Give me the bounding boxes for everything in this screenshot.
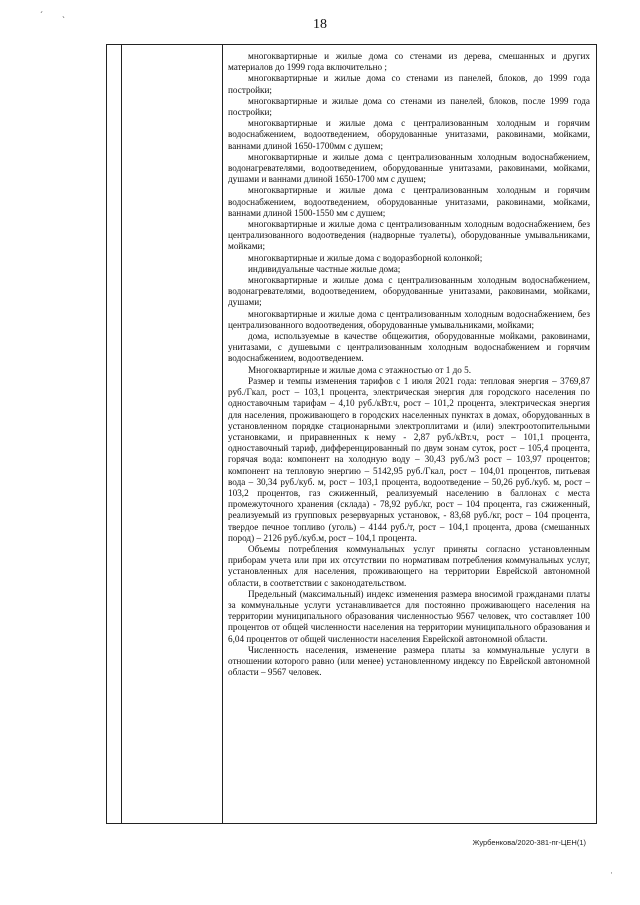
paragraph: многоквартирные и жилые дома со стенами из дерева, смешанных и других материалов до 1999 года включительно ; [228, 51, 590, 73]
paragraph: Многоквартирные и жилые дома с этажностью от 1 до 5. [248, 364, 472, 375]
corner-mark: ˊ [40, 10, 43, 20]
paragraph: многоквартирные и жилые дома со стенами из панелей, блоков, после 1999 года постройки; [228, 95, 590, 118]
paragraph: Объемы потребления коммунальных услуг приняты согласно установленным приборам учета или при их отсутствии по нормативам потребления коммунальных услуг, установленных для населения, проживающего на территории Еврейской автономной области, в соответствии с законодательством. [228, 543, 590, 588]
paragraph: индивидуальные частные жилые дома; [248, 263, 401, 274]
table-column-divider [222, 45, 223, 823]
table-cell-text [228, 51, 590, 823]
paragraph: многоквартирные и жилые дома со стенами из панелей, блоков, до 1999 года постройки; [228, 73, 590, 95]
page-number: 18 [313, 17, 327, 32]
paragraph: многоквартирные и жилые дома с централизованным холодным водоснабжением, водонагревателями, водоотведением, оборудованные унитазами, раковинами, мойками, душами; [228, 275, 590, 308]
document-code: Журбенкова/2020-381-пг-ЦЕН(1) [472, 838, 586, 847]
paragraph: многоквартирные и жилые дома с централизованным холодным водоснабжением, без централизованного водоотведения (надворные туалеты), оборудованные умывальниками, мойками; [228, 219, 590, 252]
paragraph: дома, используемые в качестве общежития, оборудованные мойками, раковинами, унитазами, с душевыми с централизованным холодным водоснабжением и горячим водоснабжением, водоотведением. [228, 331, 590, 364]
paragraph: многоквартирные и жилые дома с централизованным холодным и горячим водоснабжением, водоотведением, оборудованные унитазами, раковинами, мойками, ваннами длиной 1650-1700мм с душем; [228, 118, 590, 151]
paragraph: Численность населения, изменение размера платы за коммунальные услуги в отношении которого равно (или менее) установленному индексу по Еврейской автономной области – 9567 человек. [228, 644, 590, 678]
table-column-divider [121, 45, 122, 823]
scan-mark: · [610, 868, 613, 878]
content-table [106, 44, 597, 824]
paragraph: многоквартирные и жилые дома с водоразборной колонкой; [248, 252, 483, 263]
paragraph: многоквартирные и жилые дома с централизованным холодным и горячим водоснабжением, водоотведением, оборудованные унитазами, раковинами, мойками, ваннами длиной 1500-1550 мм с душем; [228, 185, 590, 218]
paragraph: Размер и темпы изменения тарифов с 1 июля 2021 года: тепловая энергия – 3769,87 руб./Гкал, рост – 103,1 процента, электрическая энергия для городского населения по одноставочным тарифам – 4,10 руб./кВт.ч, рост – 101,2 процента, электрическая энергия для населения, проживающего в городских населенных пунктах в домах, оборудованных в установленном порядке стационарными электроплитами и (или) электроотопительными установками, и приравненных к нему - 2,87 руб./кВт.ч, рост – 101,1 процента, одноставочный тариф, дифференцированный по двум зонам суток, рост – 105,4 процента, горячая вода: компонент на холодную воду – 30,43 руб./м3 рост – 103,97 процентов; компонент на тепловую энергию – 5142,95 руб./Гкал, рост – 104,01 процентов, питьевая вода – 30,34 руб./куб. м, рост – 103,1 процента, водоотведение – 50,26 руб./куб. м, рост – 103,2 процентов, газ сжиженный, реализуемый населению в баллонах с места промежуточного хранения (склада) - 78,92 руб./кг, рост – 104 процента, газ сжиженный, реализуемый из групповых резервуарных установок, - 83,68 руб./кг, рост – 104 процента, твердое печное топливо (уголь) – 4144 руб./т, рост – 104,1 процента, дрова (смешанных пород) – 2126 руб./куб.м, рост – 104,1 процента. [228, 375, 590, 543]
paragraph: многоквартирные и жилые дома с централизованным холодным водоснабжением, водонагревателями, водоотведением, оборудованные унитазами, раковинами, мойками, душами и ваннами длиной 1650-1700 мм с душем; [228, 151, 590, 185]
paragraph: многоквартирные и жилые дома с централизованным холодным водоснабжением, без централизованного водоотведения, оборудованные умывальниками, мойками; [228, 308, 590, 330]
paragraph: Предельный (максимальный) индекс изменения размера вносимой гражданами платы за коммунальные услуги устанавливается для постоянно проживающего населения на территории муниципального образования численностью 9567 человек, что составляет 100 процентов от общей численности населения на территории муниципального образования и 6,04 процентов от общей численности населения Еврейской автономной области. [228, 588, 590, 644]
corner-mark: ˎ [62, 8, 65, 18]
